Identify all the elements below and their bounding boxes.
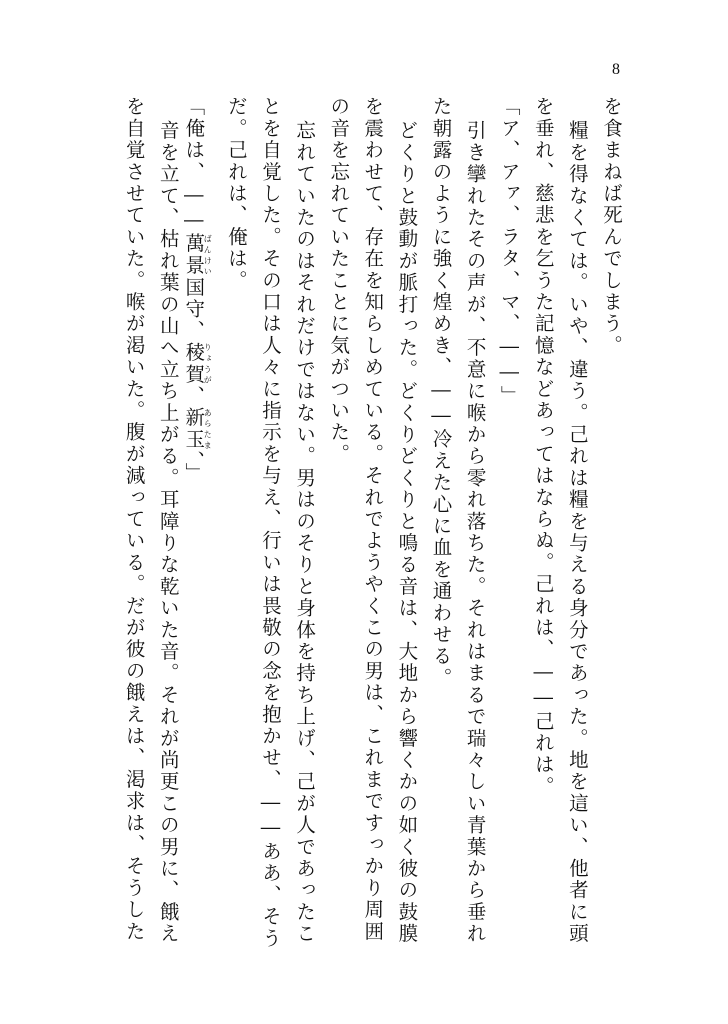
text-column: だ。己れは、俺は。 bbox=[224, 96, 248, 292]
ruby-reading: りょうが bbox=[203, 341, 213, 386]
text-column bbox=[182, 96, 213, 946]
text-run: 、 bbox=[182, 385, 206, 407]
text-column: 「ア、アァ、ラタ、マ、――」 bbox=[497, 96, 521, 407]
text-column: を自覚させていた。喉が渇いた。腹が減っている。だが彼の餓えは、渇求は、そうした bbox=[122, 96, 146, 943]
ruby-word: 稜賀りょうが bbox=[182, 341, 213, 386]
ruby-reading: ばんけい bbox=[203, 233, 213, 277]
text-column: た朝露のように強く煌めき、――冷えた心に血を通わせる。 bbox=[429, 96, 453, 689]
text-column: の音を忘れていたことに気がついた。 bbox=[327, 96, 351, 465]
text-column: 糧を得なくては。いや、違う。己れは糧を与える身分であった。地を這い、他者に頭 bbox=[565, 120, 589, 945]
text-column: 引き攣れたその声が、不意に喉から零れ落ちた。それはまるで瑞々しい青葉から垂れ bbox=[463, 120, 487, 945]
text-run: 、」 bbox=[182, 450, 206, 484]
text-column: を垂れ、慈悲を乞うた記憶などあってはならぬ。己れは、――己れは。 bbox=[531, 96, 555, 798]
text-column: 忘れていたのはそれだけではない。男はのそりと身体を持ち上げ、己が人であったこ bbox=[293, 120, 317, 945]
text-column: を食まねば死んでしまう。 bbox=[600, 96, 623, 357]
ruby-word: 萬景ばんけい bbox=[182, 233, 213, 277]
ruby-reading: あらたま bbox=[203, 406, 213, 451]
ruby-word: 新玉あらたま bbox=[182, 406, 213, 451]
text-column: を震わせて、存在を知らしめている。それでようやくこの男は、これまですっかり周囲 bbox=[361, 96, 385, 943]
text-column: どくりと鼓動が脈打った。どくりどくりと鳴る音は、大地から響くかの如く彼の鼓膜 bbox=[395, 120, 419, 945]
page-number: 8 bbox=[612, 61, 620, 78]
text-run: 国守、 bbox=[182, 276, 206, 342]
text-column: 音を立て、枯れ葉の山へ立ち上がる。耳障りな乾いた音。それが尚更この男に、餓え bbox=[156, 120, 180, 945]
text-column: とを自覚した。その口は人々に指示を与え、行いは畏敬の念を抱かせ、――ああ、そう bbox=[259, 96, 282, 950]
text-run: 「俺は、―― bbox=[182, 96, 206, 234]
